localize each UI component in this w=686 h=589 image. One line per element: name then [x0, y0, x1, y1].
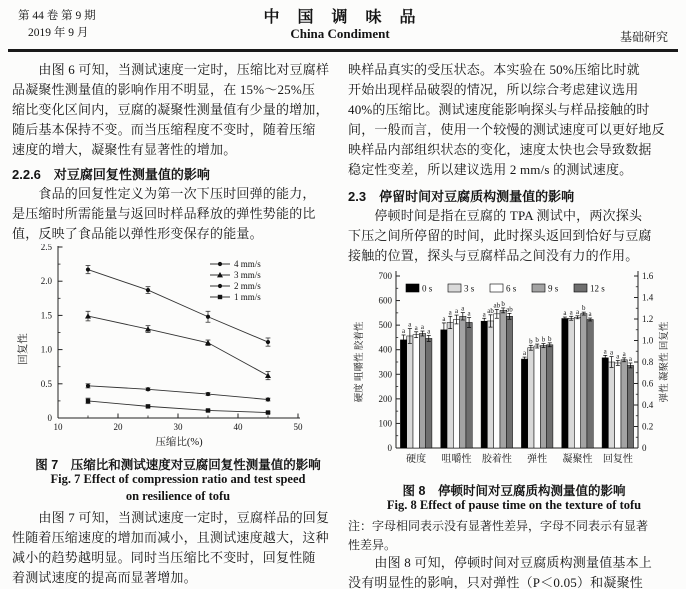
- svg-text:9 s: 9 s: [548, 283, 559, 294]
- svg-text:3 mm/s: 3 mm/s: [234, 270, 261, 280]
- svg-text:压缩比(%): 压缩比(%): [155, 437, 203, 448]
- svg-text:600: 600: [378, 295, 392, 306]
- left-paragraph-2: [12, 184, 344, 244]
- svg-text:a: a: [569, 308, 573, 317]
- svg-text:1.0: 1.0: [40, 344, 52, 355]
- svg-text:b: b: [535, 336, 539, 345]
- text-line: 40%的压缩比。测试速度能影响探头与样品接触的时: [348, 102, 650, 117]
- text-line: 品凝聚性测量值的影响作用不明显，在 15%～25%压: [12, 82, 316, 97]
- svg-text:a: a: [454, 307, 459, 316]
- svg-text:100: 100: [378, 418, 392, 429]
- right-paragraph-1: [348, 60, 680, 180]
- svg-text:b: b: [529, 337, 533, 346]
- figure8-bar-chart: [350, 266, 680, 478]
- left-paragraph-1: [12, 60, 344, 160]
- volume-issue: 第 44 卷 第 9 期: [18, 10, 96, 22]
- svg-text:4 mm/s: 4 mm/s: [234, 259, 261, 269]
- svg-text:a: a: [467, 309, 471, 318]
- svg-text:a: a: [588, 310, 592, 319]
- svg-text:0.8: 0.8: [642, 357, 654, 367]
- svg-text:3 s: 3 s: [464, 283, 475, 294]
- legend: [406, 284, 605, 294]
- figure7-caption-en2: on resilience of tofu: [125, 489, 231, 503]
- svg-text:a: a: [616, 352, 620, 361]
- svg-text:1.5: 1.5: [40, 310, 52, 321]
- svg-text:a: a: [427, 327, 431, 336]
- svg-text:0 s: 0 s: [422, 283, 433, 294]
- svg-text:a: a: [461, 304, 465, 313]
- svg-text:回复性: 回复性: [18, 333, 29, 365]
- text-line: 由图 6 可知，当测试速度一定时，压缩比对豆腐样: [12, 62, 330, 77]
- text-line: 映样品内部组织状态的变化，速度太快也会导致数据: [348, 142, 652, 157]
- svg-text:0.5: 0.5: [40, 378, 52, 389]
- svg-text:咀嚼性: 咀嚼性: [441, 454, 472, 465]
- svg-text:a: a: [402, 326, 406, 335]
- text-line: 间，一般而言，使用一个较慢的测试速度可以更好地反: [348, 122, 665, 137]
- svg-text:400: 400: [378, 344, 392, 355]
- text-line: 开始出现样品破裂的情况，所以综合考虑建议选用: [348, 82, 639, 97]
- svg-text:1.4: 1.4: [642, 292, 654, 303]
- svg-text:回复性: 回复性: [602, 454, 633, 465]
- text-line: 由图 7 可知，当测试速度一定时，豆腐样品的回复: [12, 510, 330, 525]
- issue-date: 2019 年 9 月: [28, 27, 89, 39]
- bars: [400, 300, 633, 448]
- svg-text:300: 300: [378, 369, 392, 380]
- svg-text:10: 10: [53, 422, 63, 432]
- svg-text:a: a: [575, 307, 580, 316]
- svg-text:6 s: 6 s: [506, 283, 517, 294]
- svg-text:a: a: [482, 310, 486, 319]
- svg-text:a: a: [563, 309, 567, 318]
- figure8-caption-cn: 图 8 停顿时间对豆腐质构测量值的影响: [402, 484, 626, 498]
- text-line: 性差异。: [348, 538, 397, 552]
- figure7-line-chart: [14, 244, 326, 454]
- svg-text:ab: ab: [487, 306, 494, 315]
- svg-text:2.5: 2.5: [40, 244, 52, 252]
- svg-text:1.0: 1.0: [642, 335, 654, 346]
- heading-2-2-6: 2.2.6 对豆腐回复性测量值的影响: [12, 167, 210, 182]
- figure8-note: [348, 517, 680, 555]
- text-line: 停顿时间是指在豆腐的 TPA 测试中，两次探头: [348, 208, 643, 223]
- svg-text:b: b: [501, 299, 505, 308]
- text-line: 速度的增大，凝聚性有显著性的增加。: [12, 142, 237, 157]
- text-line: 减小的趋势越明显。同时当压缩比不变时，回复性随: [12, 550, 316, 565]
- text-line: 着测试速度的提高而显著增加。: [12, 570, 197, 585]
- svg-text:硬度: 硬度: [406, 454, 427, 465]
- text-line: 性随着压缩速度的增加而减小，且测试速度越大，这种: [12, 530, 329, 545]
- svg-text:a: a: [408, 320, 412, 329]
- section-label: 基础研究: [619, 30, 668, 44]
- svg-text:硬度 咀嚼性 胶着性: 硬度 咀嚼性 胶着性: [355, 321, 365, 403]
- svg-text:40: 40: [233, 422, 243, 432]
- svg-text:a: a: [622, 349, 626, 358]
- svg-text:a: a: [603, 347, 607, 356]
- svg-text:1 mm/s: 1 mm/s: [234, 292, 261, 302]
- svg-text:凝聚性: 凝聚性: [562, 454, 593, 465]
- svg-text:a: a: [442, 314, 446, 323]
- right-paragraph-2: [348, 206, 680, 266]
- svg-text:a: a: [523, 349, 527, 358]
- svg-text:ab: ab: [506, 305, 513, 314]
- svg-text:30: 30: [173, 422, 183, 432]
- svg-text:12 s: 12 s: [590, 283, 605, 294]
- text-line: 稳定性变差，所以建议选用 2 mm/s 的测试速度。: [348, 162, 633, 177]
- figure7-caption-cn: 图 7 压缩比和测试速度对豆腐回复性测量值的影响: [35, 458, 321, 472]
- svg-text:0.6: 0.6: [642, 378, 654, 389]
- text-line: 没有明显性的影响，只对弹性（P＜0.05）和凝聚性: [348, 575, 643, 589]
- svg-text:a: a: [448, 308, 452, 317]
- svg-text:50: 50: [293, 422, 303, 432]
- svg-text:a: a: [628, 354, 632, 363]
- svg-text:b: b: [541, 335, 546, 344]
- svg-text:1.2: 1.2: [642, 314, 654, 324]
- svg-text:200: 200: [378, 393, 392, 404]
- svg-text:ab: ab: [493, 301, 501, 310]
- svg-text:b: b: [582, 304, 586, 313]
- text-line: 下压之间所停留的时间，此时探头返回到恰好与豆腐: [348, 228, 652, 243]
- svg-text:2.0: 2.0: [40, 276, 52, 287]
- left-paragraph-3: [12, 508, 344, 588]
- header-volume-block: [18, 8, 96, 42]
- svg-text:2 mm/s: 2 mm/s: [234, 281, 261, 291]
- svg-text:0.2: 0.2: [642, 421, 654, 432]
- svg-text:0.4: 0.4: [642, 400, 654, 410]
- svg-text:a: a: [414, 323, 418, 332]
- text-line: 缩比变化区间内，豆腐的凝聚性测量值有少量的增加，: [12, 102, 329, 117]
- svg-text:20: 20: [113, 422, 123, 432]
- text-line: 随后基本保持不变。而当压缩程度不变时，随着压缩: [12, 122, 316, 137]
- svg-text:弹性 凝聚性 回复性: 弹性 凝聚性 回复性: [660, 321, 670, 403]
- right-paragraph-3: [348, 553, 680, 589]
- text-line: 由图 8 可知，停顿时间对豆腐质构测量值基本上: [348, 555, 653, 570]
- svg-text:b: b: [548, 334, 552, 343]
- text-line: 映样品真实的受压状态。本实验在 50%压缩比时就: [348, 62, 640, 77]
- svg-text:1.6: 1.6: [642, 271, 654, 281]
- figure8-caption-en: Fig. 8 Effect of pause time on the texture of tofu: [386, 498, 642, 512]
- svg-text:0: 0: [47, 413, 52, 423]
- text-line: 接触的位置，探头与豆腐样品之间没有力的作用。: [348, 248, 639, 263]
- journal-title-cn: 中 国 调 味 品: [263, 9, 423, 26]
- svg-text:0: 0: [387, 443, 392, 453]
- svg-text:700: 700: [378, 271, 392, 281]
- header-rule: [8, 49, 678, 52]
- text-line: 食品的回复性定义为第一次下压时回弹的能力，: [12, 186, 316, 201]
- text-line: 注：字母相同表示没有显著性差异，字母不同表示有显著: [348, 519, 649, 533]
- text-line: 值，反映了食品能以弹性形变保存的能量。: [12, 226, 263, 241]
- svg-text:弹性: 弹性: [527, 454, 548, 465]
- text-line: 是压缩时所需能量与返回时样品释放的弹性势能的比: [12, 206, 316, 221]
- heading-2-3: 2.3 停留时间对豆腐质构测量值的影响: [348, 189, 575, 204]
- legend: [210, 259, 261, 302]
- svg-text:胶着性: 胶着性: [481, 454, 512, 465]
- figure7-caption-en: Fig. 7 Effect of compression ratio and test speed: [50, 472, 306, 486]
- svg-text:500: 500: [378, 320, 392, 331]
- journal-title-en: China Condiment: [290, 26, 390, 41]
- svg-text:a: a: [420, 323, 425, 332]
- svg-text:a: a: [609, 348, 614, 357]
- svg-text:0: 0: [642, 443, 647, 453]
